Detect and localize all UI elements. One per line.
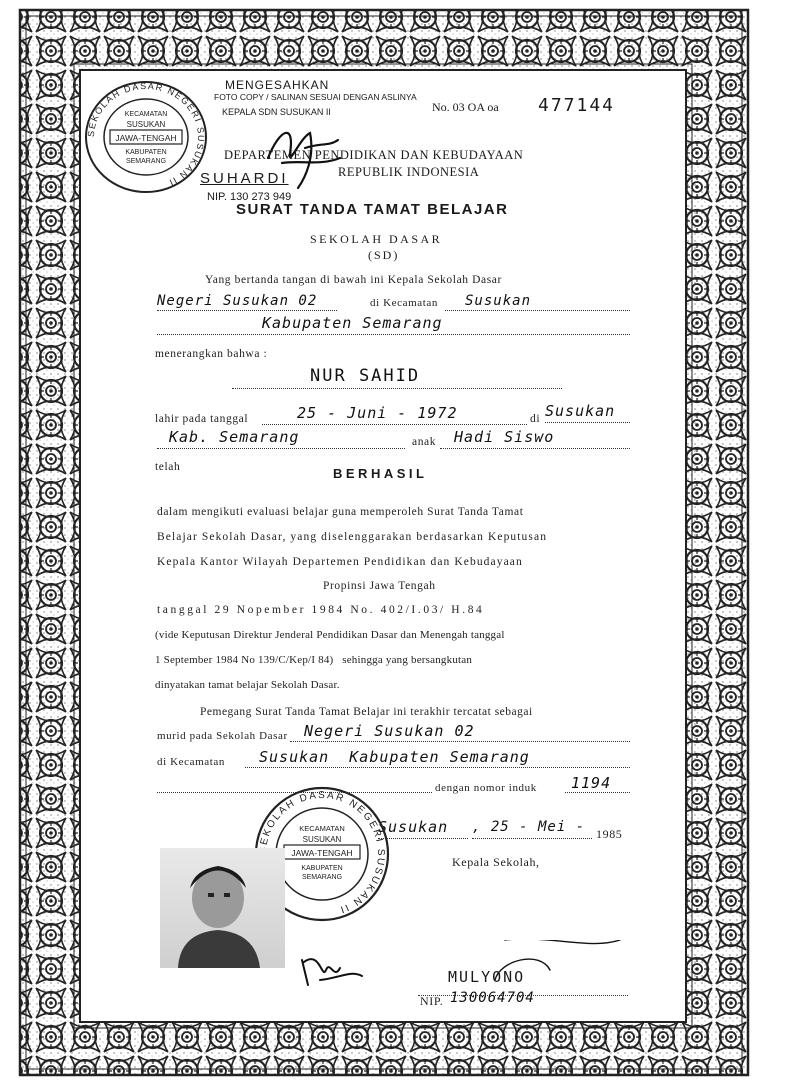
nip-label: NIP. — [420, 994, 444, 1008]
school-name-line — [157, 292, 337, 311]
para1-line1: dalam mengikuti evaluasi belajar guna memperoleh Surat Tanda Tamat — [157, 506, 524, 518]
headmaster-name: MULYONO — [448, 968, 526, 986]
stamp-bottom-ring-text: EKOLAH DASAR NEGERI SUSUKAN II — [258, 789, 387, 916]
student-name: NUR SAHID — [310, 366, 421, 386]
legalization-nip: NIP. 130 273 949 — [207, 191, 292, 203]
parent-name: Hadi Siswo — [454, 428, 555, 446]
vide-line1: (vide Keputusan Direktur Jenderal Pendidikan Dasar dan Menengah tanggal — [155, 629, 505, 641]
stamp-top-line5: SEMARANG — [125, 158, 167, 165]
school-level: SEKOLAH DASAR — [310, 232, 443, 246]
lahir-label: lahir pada tanggal — [155, 413, 249, 425]
birth-place-2: Kab. Semarang — [169, 428, 300, 446]
murid-label: murid pada Sekolah Dasar — [157, 730, 288, 742]
legalization-signer: SUHARDI — [200, 170, 289, 187]
para1-line3: Kepala Kantor Wilayah Departemen Pendidikan dan Kebudayaan — [157, 556, 523, 568]
kecamatan-value-2: Susukan Kabupaten Semarang — [259, 748, 530, 766]
parent-name-line — [440, 428, 630, 449]
stamp-top-line1: KECAMATAN — [124, 111, 168, 118]
stamp-top — [82, 78, 210, 196]
nomor-induk-label: dengan nomor induk — [435, 782, 537, 794]
nomor-induk-line — [565, 774, 630, 793]
student-name-line — [232, 366, 562, 389]
stamp-bottom-line2: SUSUKAN — [302, 835, 342, 844]
di-kecamatan-label: di Kecamatan — [370, 297, 438, 309]
legalization-line1: FOTO COPY / SALINAN SESUAI DENGAN ASLINYA — [214, 92, 417, 102]
school-abbrev: (SD) — [368, 248, 400, 262]
kecamatan-label-2: di Kecamatan — [157, 756, 225, 768]
serial-number: 477144 — [538, 95, 616, 116]
page-title: SURAT TANDA TAMAT BELAJAR — [236, 201, 509, 218]
para1-line2: Belajar Sekolah Dasar, yang diselenggarakan berdasarkan Keputusan — [157, 531, 548, 543]
stamp-top-ring-text: SEKOLAH DASAR NEGERI SUSUKAN II — [85, 80, 207, 189]
legalization-line2: KEPALA SDN SUSUKAN II — [222, 107, 331, 117]
decision-line: tanggal 29 Nopember 1984 No. 402/I.03/ H.84 — [157, 604, 485, 616]
ministry-line2: REPUBLIK INDONESIA — [338, 165, 480, 179]
issue-date: , 25 - Mei - — [472, 819, 586, 835]
anak-label: anak — [412, 436, 437, 448]
school-name: Negeri Susukan 02 — [157, 293, 318, 309]
legalization-header: MENGESAHKAN — [225, 78, 330, 92]
birth-place-line — [545, 402, 630, 423]
stamp-top-line3: JAWA-TENGAH — [115, 133, 177, 143]
kepala-sekolah-label: Kepala Sekolah, — [452, 855, 540, 869]
kabupaten-value: Kabupaten Semarang — [262, 314, 443, 332]
stamp-top-line4: KABUPATEN — [125, 149, 167, 156]
murid-school: Negeri Susukan 02 — [304, 722, 475, 740]
student-photo — [160, 848, 285, 968]
murid-school-line — [290, 722, 630, 742]
birth-place-2-line — [157, 428, 405, 449]
vide-line3: dinyatakan tamat belajar Sekolah Dasar. — [155, 679, 340, 691]
headmaster-nip: 130064704 — [450, 990, 535, 1006]
kecamatan-line — [445, 292, 630, 311]
stamp-bottom-line1: KECAMATAN — [299, 824, 345, 833]
menerangkan-label: menerangkan bahwa : — [155, 348, 268, 360]
di-label: di — [530, 413, 541, 425]
para1-line4: Propinsi Jawa Tengah — [323, 580, 436, 592]
kecamatan-value: Susukan — [465, 293, 532, 309]
student-portrait-icon — [160, 848, 285, 968]
result-text: BERHASIL — [333, 466, 428, 481]
nomor-induk: 1194 — [571, 774, 612, 792]
stamp-bottom-line5: SEMARANG — [301, 874, 343, 881]
stamp-bottom-line4: KABUPATEN — [301, 865, 343, 872]
birth-date-line — [262, 404, 527, 425]
holder-line1: Pemegang Surat Tanda Tamat Belajar ini terakhir tercatat sebagai — [200, 706, 533, 718]
issue-year: 1985 — [596, 827, 623, 841]
stamp-top-line2: SUSUKAN — [126, 120, 166, 129]
issue-date-line — [472, 818, 592, 839]
intro-text: Yang bertanda tangan di bawah ini Kepala Sekolah Dasar — [205, 274, 502, 286]
kecamatan-value-2-line — [245, 748, 630, 768]
issue-place: Susukan — [378, 818, 449, 836]
serial-prefix: No. 03 OA oa — [432, 100, 499, 114]
telah-label: telah — [155, 461, 181, 473]
ministry-line1: DEPARTEMEN PENDIDIKAN DAN KEBUDAYAAN — [224, 148, 524, 162]
vide-line2: 1 September 1984 No 139/C/Kep/I 84) sehingga yang bersangkutan — [155, 654, 473, 666]
stamp-bottom-line3: JAWA-TENGAH — [291, 848, 353, 858]
birth-place: Susukan — [545, 402, 616, 420]
birth-date: 25 - Juni - 1972 — [297, 404, 458, 422]
kabupaten-line — [157, 314, 630, 335]
